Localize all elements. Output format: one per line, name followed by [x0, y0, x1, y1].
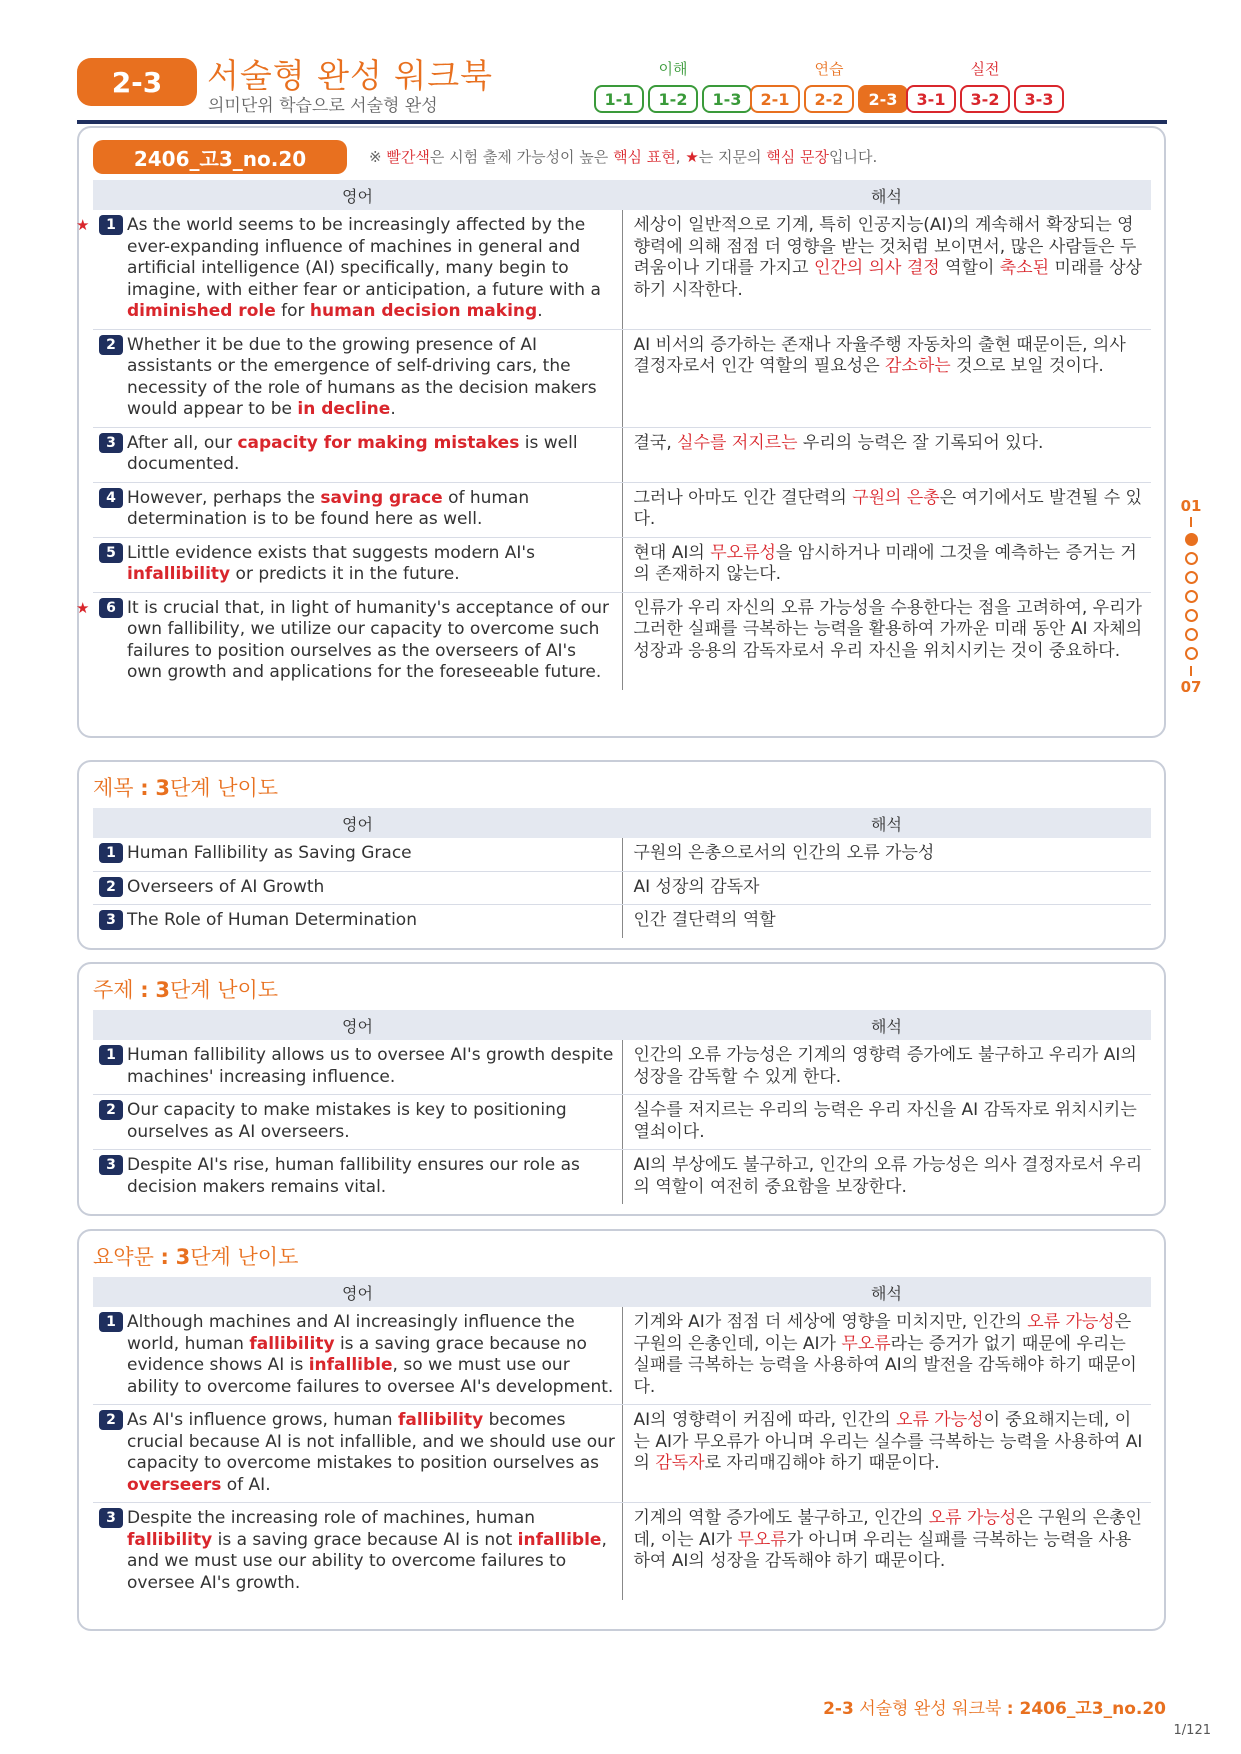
legend-key-expression: 핵심 표현 [613, 148, 676, 166]
level-suffix: 단계 난이도 [169, 978, 279, 1002]
english-text [127, 488, 616, 531]
row-number-badge: 2 [99, 877, 123, 897]
text-segment: 세상이 일반적으로 기계, 특히 인공지능(AI)의 계속해서 확장되는 영향력에 의해 점점 더 영향을 받는 것처럼 보이면서, 많은 사람들은 두려움이나 기대를 가지고 [633, 215, 1137, 278]
stage-button-3-3[interactable]: 3-3 [1014, 85, 1064, 113]
stage-button-2-3[interactable]: 2-3 [858, 85, 908, 113]
side-nav-bar [1190, 666, 1192, 676]
english-cell [93, 1503, 622, 1601]
footer-unit: 2-3 [823, 1699, 854, 1719]
table-row [93, 1307, 1151, 1405]
text-segment: or predicts it in the future. [230, 564, 460, 584]
progress-dot[interactable] [1185, 533, 1198, 546]
text-segment: 결국, [633, 432, 678, 453]
translation-cell [622, 329, 1151, 427]
english-text [127, 335, 616, 421]
stage-button-2-1[interactable]: 2-1 [750, 85, 800, 113]
row-number-badge: 2 [99, 1100, 123, 1120]
section-label: 주제 [93, 978, 134, 1002]
row-number-badge: 1 [99, 1045, 123, 1065]
side-nav-end: 07 [1180, 678, 1202, 696]
english-text: Our capacity to make mistakes is key to positioning ourselves as AI overseers. [127, 1100, 567, 1142]
table-row [93, 1095, 1151, 1150]
text-segment: It is crucial that, in light of humanity's acceptance of our own fallibility, we utilize our capacity to overcome such failures to position ourselves as the overseers of AI's own growth and applications for the foreseeable future. [127, 597, 609, 682]
english-cell [93, 1405, 622, 1503]
passage-table [76, 180, 1151, 690]
key-expression: infallible [517, 1529, 602, 1550]
translation-cell [622, 1405, 1151, 1503]
section-heading: 주제 : 3단계 난이도 [93, 978, 279, 1002]
english-cell [93, 838, 622, 871]
table-row [93, 210, 1151, 329]
row-number-badge: 3 [99, 1508, 123, 1528]
stage-button-2-2[interactable]: 2-2 [804, 85, 854, 113]
text-segment: 로 자리매김해야 하기 때문이다. [704, 1453, 940, 1473]
legend-star: ★ [685, 148, 699, 166]
translation-cell [622, 210, 1151, 329]
english-text: Despite AI's rise, human fallibility ensures our role as decision makers remains vital. [127, 1155, 580, 1197]
legend-red-word: 빨간색 [386, 148, 430, 166]
table-row [93, 482, 1151, 537]
legend-text: , [675, 148, 686, 166]
english-text: Overseers of AI Growth [127, 876, 325, 897]
stage-label: 실전 [970, 60, 1000, 78]
footer-source: 2406_고3_no.20 [1013, 1699, 1166, 1719]
progress-dot[interactable] [1185, 609, 1198, 622]
key-expression: 무오류성 [710, 542, 776, 563]
key-expression: infallible [308, 1355, 393, 1375]
table-row [93, 1503, 1151, 1601]
title-section [77, 760, 1166, 950]
level-number: 3 [175, 1245, 191, 1269]
stage-label: 연습 [814, 60, 844, 78]
column-header-english: 영어 [93, 808, 622, 838]
english-text [127, 1312, 616, 1398]
text-segment: , and we must use our ability to overcome failures to oversee AI's growth. [127, 1529, 607, 1593]
side-progress-nav [1176, 497, 1206, 696]
stage-button-1-1[interactable]: 1-1 [594, 85, 644, 113]
text-segment: 현대 AI의 [633, 542, 711, 563]
stage-button-3-2[interactable]: 3-2 [960, 85, 1010, 113]
side-nav-start: 01 [1180, 497, 1202, 515]
text-segment: is well documented. [127, 432, 578, 474]
english-cell [93, 871, 622, 905]
text-segment: for [275, 301, 310, 321]
progress-dot[interactable] [1185, 552, 1198, 565]
english-text [127, 598, 616, 684]
topic-table [93, 1010, 1151, 1204]
text-segment: 역할이 [939, 258, 1000, 278]
table-row [93, 537, 1151, 592]
stage-group-understand [594, 58, 752, 113]
key-sentence-star-icon: ★ [76, 216, 90, 234]
text-segment: Although machines and AI increasingly influence the world, human [127, 1312, 575, 1354]
translation-cell [622, 1503, 1151, 1601]
section-label: 요약문 [93, 1245, 154, 1269]
topic-section [77, 962, 1166, 1216]
level-suffix: 단계 난이도 [169, 776, 279, 800]
legend-prefix: ※ [369, 148, 387, 166]
key-expression: 무오류 [737, 1529, 787, 1550]
row-number-badge: 4 [99, 488, 123, 508]
text-segment: AI 비서의 증가하는 존재나 자율주행 자동차의 출현 때문이든, 의사 결정자로서 인간 역할의 필요성은 [633, 334, 1126, 376]
translation-cell: 실수를 저지르는 우리의 능력은 우리 자신을 AI 감독자로 위치시키는 열쇠이다. [622, 1095, 1151, 1150]
legend-text: 는 지문의 [698, 148, 767, 166]
english-text [127, 543, 616, 586]
english-cell [93, 329, 622, 427]
text-segment: 기계의 역할 증가에도 불구하고, 인간의 [633, 1508, 929, 1528]
key-expression: saving grace [320, 487, 443, 508]
progress-dot[interactable] [1185, 590, 1198, 603]
text-segment: of human determination is to be found here as well. [127, 487, 530, 529]
table-row [93, 1040, 1151, 1095]
table-row [93, 329, 1151, 427]
stage-group-real [906, 58, 1064, 113]
text-segment: As AI's influence grows, human [127, 1410, 398, 1430]
key-expression: infallibility [127, 564, 231, 584]
text-segment: After all, our [127, 432, 238, 453]
english-cell [93, 1095, 622, 1150]
legend-note [369, 146, 877, 167]
row-number-badge: 5 [99, 543, 123, 563]
section-heading: 제목 : 3단계 난이도 [93, 776, 279, 800]
key-expression: fallibility [127, 1529, 213, 1550]
key-expression: in decline [297, 399, 391, 419]
column-header-translation: 해석 [622, 180, 1151, 210]
table-row [93, 838, 1151, 871]
row-number-badge: 3 [99, 1155, 123, 1175]
key-expression: 오류 가능성 [928, 1508, 1017, 1528]
column-header-translation: 해석 [622, 1010, 1151, 1040]
translation-cell [622, 1307, 1151, 1405]
stage-button-3-1[interactable]: 3-1 [906, 85, 956, 113]
table-row [93, 1150, 1151, 1205]
english-cell [93, 427, 622, 482]
text-segment: , so we must use our ability to overcome failures to oversee AI's development. [127, 1355, 614, 1397]
text-segment: is a saving grace because no evidence shows AI is [127, 1333, 587, 1375]
row-number-badge: 2 [99, 335, 123, 355]
translation-cell [622, 427, 1151, 482]
key-expression: 오류 가능성 [1027, 1312, 1115, 1332]
level-suffix: 단계 난이도 [190, 1245, 299, 1269]
text-segment: AI의 영향력이 커짐에 따라, 인간의 [633, 1410, 897, 1430]
table-row [93, 427, 1151, 482]
translation-cell [622, 482, 1151, 537]
level-number: 3 [155, 978, 170, 1002]
column-header-english: 영어 [93, 1277, 622, 1307]
key-expression: diminished role [127, 301, 276, 321]
footer-book: 서술형 완성 워크북 [853, 1699, 1007, 1719]
key-expression: 실수를 저지르는 [677, 432, 798, 453]
stage-label: 이해 [658, 60, 688, 78]
title-table [93, 808, 1151, 938]
translation-cell [622, 537, 1151, 592]
text-segment: Little evidence exists that suggests modern AI's [127, 542, 535, 563]
english-cell [76, 592, 622, 690]
text-segment: 미래를 상상하기 시작한다. [633, 258, 1142, 300]
key-expression: 축소된 [999, 258, 1050, 278]
english-text [127, 433, 616, 476]
text-segment: Despite the increasing role of machines, human [127, 1508, 536, 1528]
text-segment: 것으로 보일 것이다. [950, 356, 1104, 376]
unit-badge: 2-3 [77, 58, 197, 106]
key-expression: human decision making [309, 301, 538, 321]
text-segment: Whether it be due to the growing presence of AI assistants or the emergence of self-driving cars, the necessity of the role of humans as the decision makers would appear to be [127, 334, 597, 419]
column-header-english: 영어 [93, 180, 622, 210]
stage-button-1-2[interactable]: 1-2 [648, 85, 698, 113]
translation-cell [622, 592, 1151, 690]
column-header-translation: 해석 [622, 808, 1151, 838]
table-row [93, 871, 1151, 905]
key-expression: 감독자 [655, 1453, 705, 1473]
english-text: The Role of Human Determination [127, 910, 417, 930]
text-segment: becomes crucial because AI is not infallible, and we should use our capacity to overcome mistakes to position ourselves as [127, 1410, 615, 1473]
section-heading: 요약문 : 3단계 난이도 [93, 1245, 299, 1269]
progress-dot[interactable] [1185, 571, 1198, 584]
legend-suffix: 입니다. [829, 148, 878, 166]
english-cell [93, 482, 622, 537]
progress-dot[interactable] [1185, 647, 1198, 660]
key-expression: 인간의 의사 결정 [813, 258, 940, 278]
row-number-badge: 2 [99, 1410, 123, 1430]
book-subtitle: 의미단위 학습으로 서술형 완성 [208, 96, 438, 116]
key-expression: overseers [127, 1474, 222, 1495]
english-cell [93, 905, 622, 938]
column-header-english: 영어 [93, 1010, 622, 1040]
progress-dot[interactable] [1185, 628, 1198, 641]
table-row [93, 1405, 1151, 1503]
key-expression: 감소하는 [885, 356, 951, 376]
english-text: Human fallibility allows us to oversee AI's growth despite machines' increasing influence. [127, 1045, 614, 1087]
level-number: 3 [155, 776, 170, 800]
row-number-badge: 3 [99, 433, 123, 453]
translation-cell: AI의 부상에도 불구하고, 인간의 오류 가능성은 의사 결정자로서 우리의 역할이 여전히 중요함을 보장한다. [633, 1155, 1143, 1197]
header-divider [77, 120, 1167, 124]
translation-cell: 인간의 오류 가능성은 기계의 영향력 증가에도 불구하고 우리가 AI의 성장을 감독할 수 있게 한다. [622, 1040, 1151, 1095]
row-number-badge: 1 [99, 843, 123, 863]
key-expression: 오류 가능성 [896, 1410, 984, 1430]
translation-cell: 구원의 은총으로서의 인간의 오류 가능성 [622, 838, 1151, 871]
key-expression: 구원의 은총 [852, 487, 940, 508]
english-cell [93, 1307, 622, 1405]
source-badge: 2406_고3_no.20 [93, 140, 347, 174]
book-title: 서술형 완성 워크북 [207, 56, 494, 95]
english-cell [93, 537, 622, 592]
footer-separator: : [1006, 1699, 1014, 1719]
page-number: 1/121 [1173, 1723, 1211, 1738]
key-expression: capacity for making mistakes [237, 432, 520, 453]
passage-section [77, 126, 1166, 738]
key-expression: fallibility [397, 1410, 484, 1430]
side-nav-bar [1190, 517, 1192, 527]
row-number-badge: 1 [99, 215, 123, 235]
row-number-badge: 6 [99, 598, 123, 618]
text-segment: of AI. [221, 1474, 271, 1495]
summary-table [93, 1277, 1151, 1600]
key-expression: 무오류 [841, 1333, 891, 1354]
english-text [127, 215, 616, 323]
english-cell [76, 210, 622, 329]
page-footer [823, 1694, 1166, 1719]
legend-text: 은 시험 출제 가능성이 높은 [429, 148, 614, 166]
text-segment: 가 아니며 우리는 실패를 극복하는 능력을 사용하여 AI의 성장을 감독해야 하기 때문이다. [633, 1529, 1132, 1571]
text-segment: As the world seems to be increasingly affected by the ever-expanding influence of machines in general and artificial intelligence (AI) specifically, many begin to imagine, with either fear or anticipation, a future with a [127, 215, 601, 300]
table-row [93, 905, 1151, 938]
legend-key-sentence: 핵심 문장 [766, 148, 830, 166]
text-segment: 라는 증거가 없기 때문에 우리는 실패를 극복하는 능력을 사용하여 AI의 발전을 감독해야 하기 때문이다. [633, 1333, 1137, 1397]
column-header-translation: 해석 [622, 1277, 1151, 1307]
text-segment: 을 암시하거나 미래에 그것을 예측하는 증거는 거의 존재하지 않는다. [633, 542, 1137, 584]
english-text [127, 1410, 616, 1496]
text-segment: 이 중요해지는데, 이는 AI가 무오류가 아니며 우리는 실수를 극복하는 능력을 사용하여 AI의 [633, 1410, 1143, 1473]
text-segment: 은 구원의 은총인데, 이는 AI가 [633, 1508, 1142, 1550]
key-sentence-star-icon: ★ [76, 598, 90, 617]
text-segment: 우리의 능력은 잘 기록되어 있다. [797, 432, 1044, 453]
row-number-badge: 3 [99, 910, 123, 930]
english-cell [93, 1150, 622, 1205]
key-expression: fallibility [249, 1333, 335, 1354]
text-segment: 은 구원의 은총인데, 이는 AI가 [633, 1312, 1132, 1354]
summary-section [77, 1229, 1166, 1631]
english-text: Human Fallibility as Saving Grace [127, 843, 412, 863]
page-header [77, 50, 1167, 124]
translation-cell: AI 성장의 감독자 [622, 871, 1151, 905]
section-label: 제목 [93, 776, 134, 800]
text-segment: 기계와 AI가 점점 더 세상에 영향을 미치지만, 인간의 [633, 1312, 1028, 1332]
text-segment: is a saving grace because AI is not [212, 1529, 518, 1550]
stage-group-practice [750, 58, 908, 113]
text-segment: . [537, 301, 543, 321]
english-text [127, 1508, 616, 1594]
english-cell [93, 1040, 622, 1095]
text-segment: . [390, 399, 396, 419]
table-row [93, 592, 1151, 690]
text-segment: 그러나 아마도 인간 결단력의 [633, 487, 853, 508]
text-segment: 인류가 우리 자신의 오류 가능성을 수용한다는 점을 고려하여, 우리가 그러한 실패를 극복하는 능력을 활용하여 가까운 미래 동안 AI 자체의 성장과 응용의 감독자로서 우리 자신을 위치시키는 것이 중요하다. [633, 597, 1143, 661]
text-segment: 은 여기에서도 발견될 수 있다. [633, 487, 1142, 529]
text-segment: However, perhaps the [127, 487, 321, 508]
stage-button-1-3[interactable]: 1-3 [702, 85, 752, 113]
translation-cell: 인간 결단력의 역할 [633, 910, 776, 930]
row-number-badge: 1 [99, 1312, 123, 1332]
